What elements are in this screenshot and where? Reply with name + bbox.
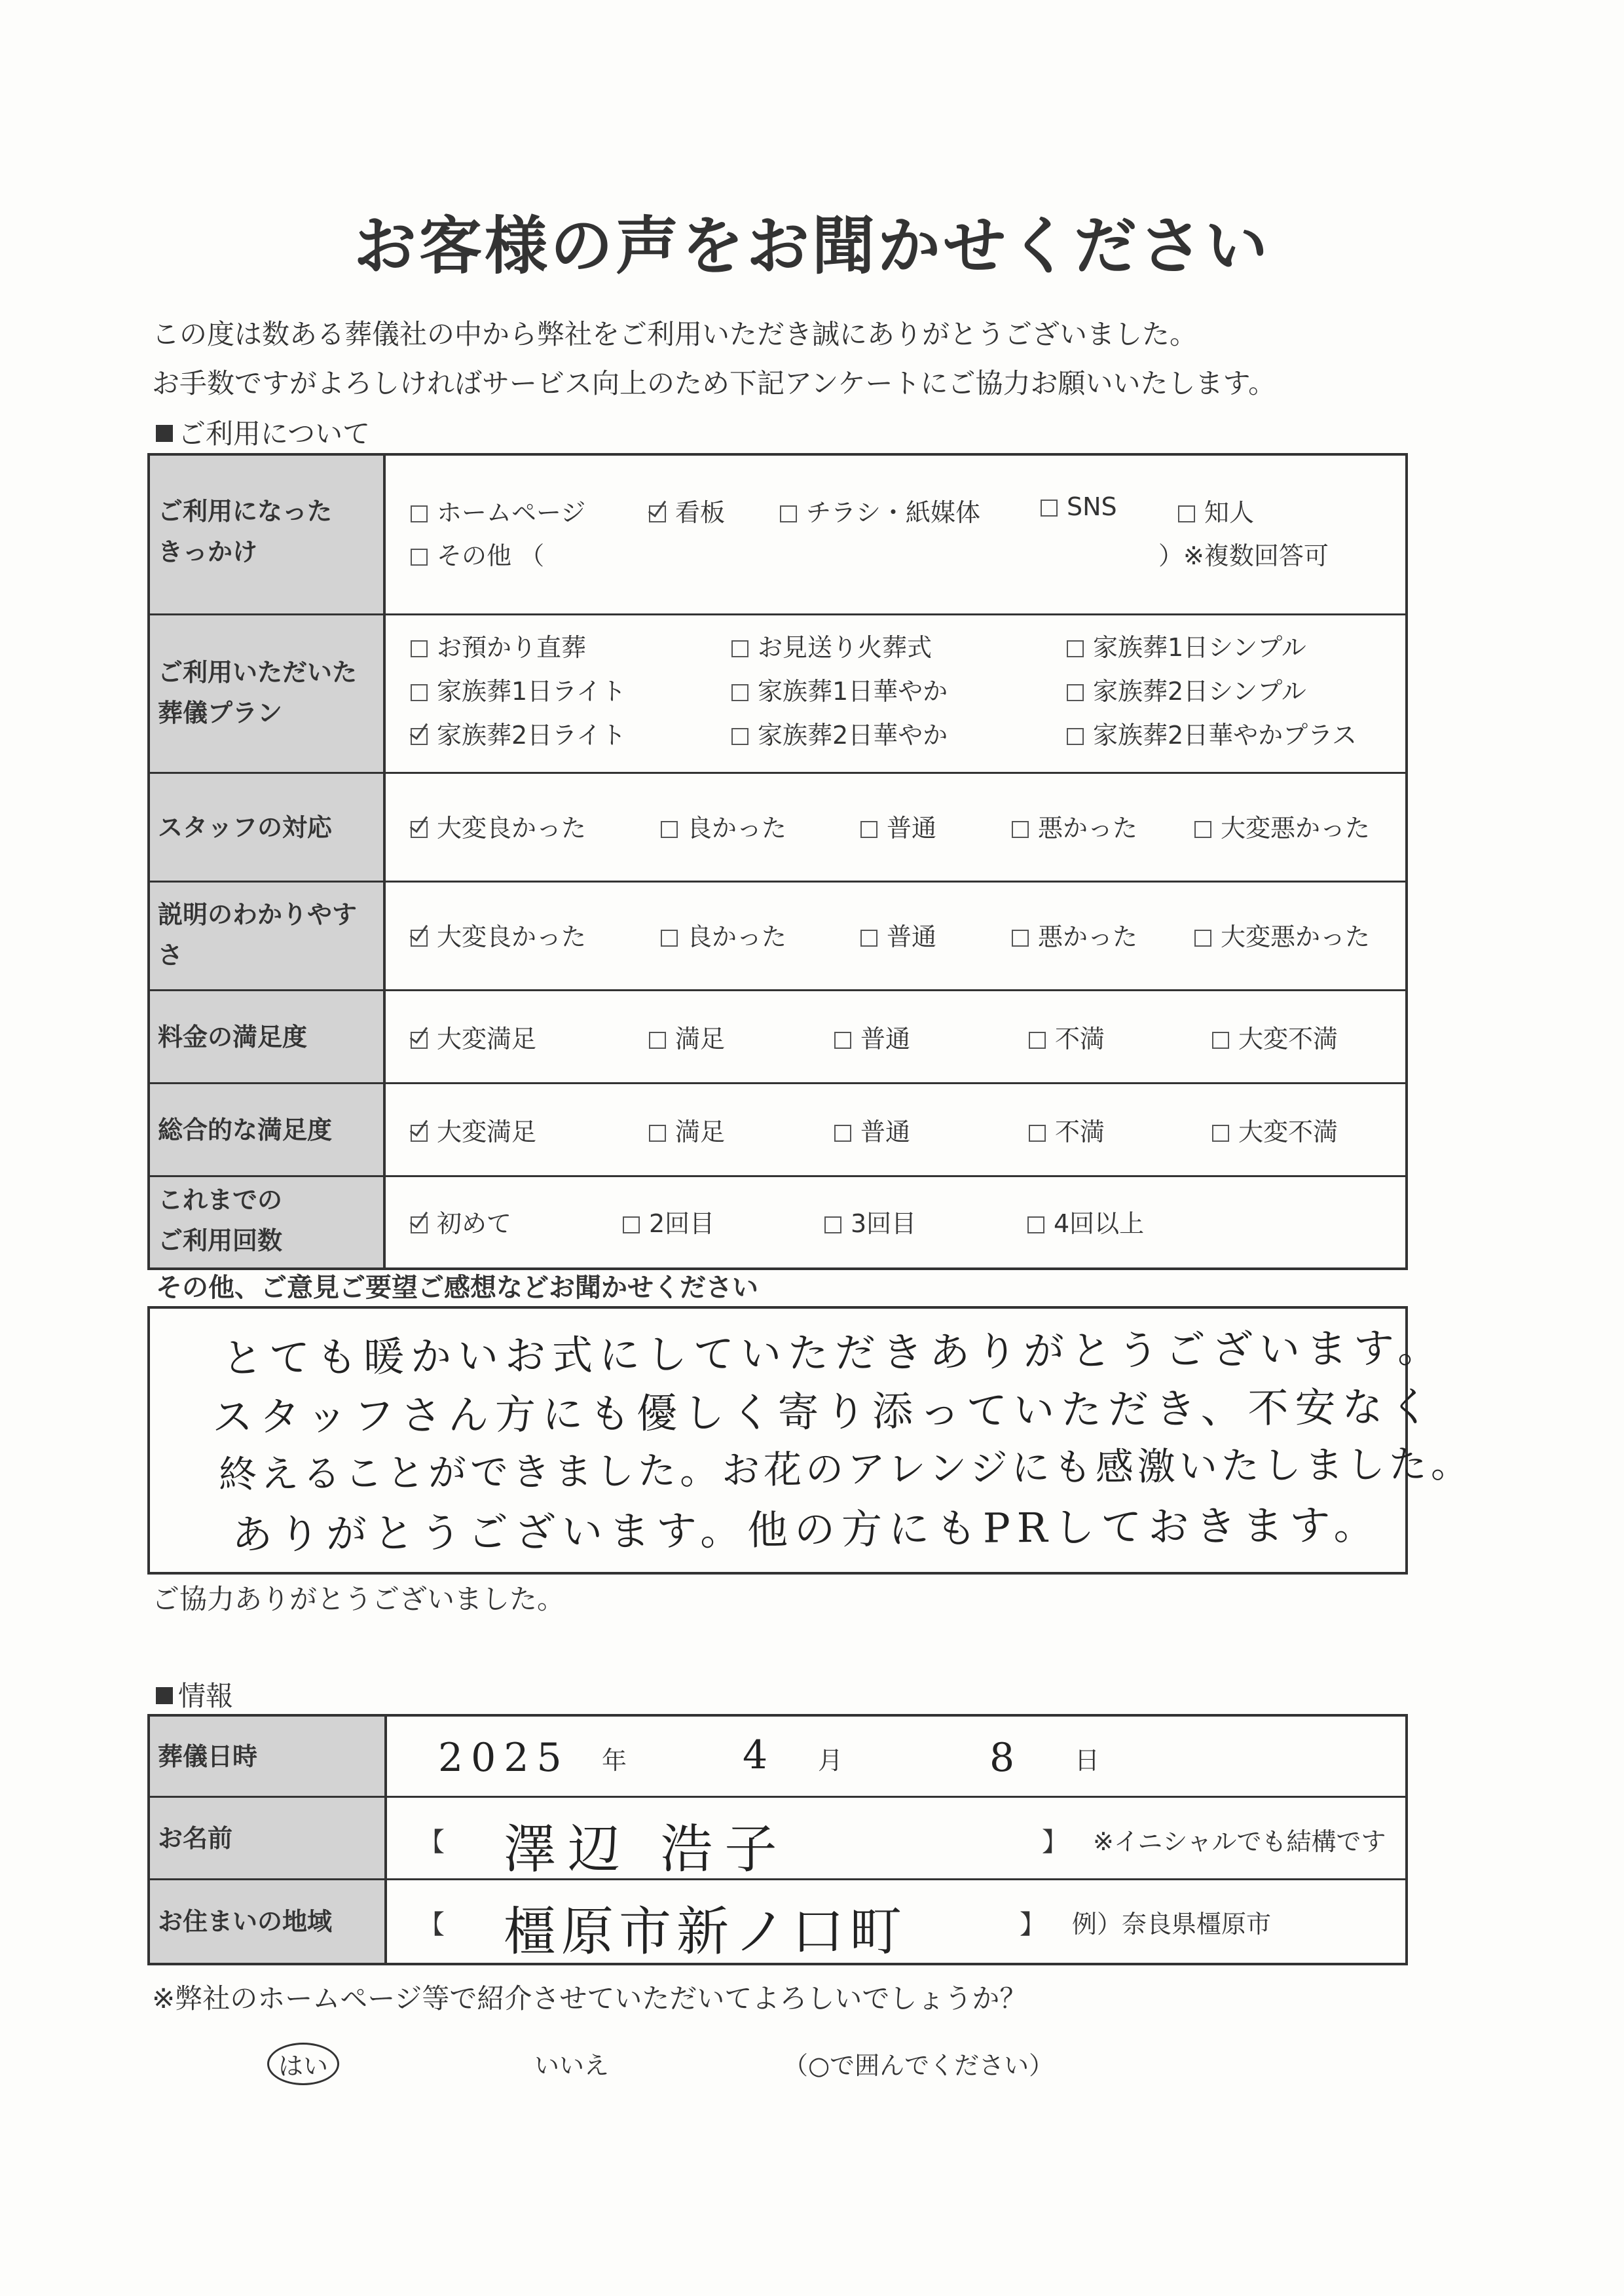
option-text: 良かった <box>687 922 787 951</box>
option-text: お預かり直葬 <box>437 633 587 662</box>
option-text: 大変良かった <box>437 814 587 843</box>
option-overall-3[interactable] <box>834 1112 910 1148</box>
option-text: 不満 <box>1055 1025 1105 1053</box>
option-price-2[interactable] <box>649 1019 725 1055</box>
option-explain-3[interactable] <box>860 917 936 953</box>
checkbox[interactable] <box>1194 821 1211 838</box>
row-overall <box>150 1084 1405 1177</box>
option-price-3[interactable] <box>834 1019 910 1055</box>
comment-line-1: とても暖かいお式にしていただきありがとうございます。 <box>221 1323 1445 1383</box>
option-text: お見送り火葬式 <box>758 633 932 662</box>
option-count-1[interactable] <box>411 1203 511 1239</box>
checkbox-checked[interactable] <box>411 1032 428 1049</box>
month-unit: 月 <box>818 1746 843 1775</box>
option-overall-2[interactable] <box>649 1112 725 1148</box>
option-text: SNS <box>1067 492 1117 521</box>
option-text: 家族葬2日華やかプラス <box>1093 721 1357 750</box>
comments-label: その他、ご意見ご要望ご感想などお聞かせください <box>156 1273 758 1303</box>
year-unit: 年 <box>602 1746 627 1775</box>
option-acquaintance[interactable] <box>1178 492 1254 528</box>
checkbox[interactable] <box>1029 1125 1046 1142</box>
consent-yes-circled: はい <box>267 2043 339 2085</box>
checkbox[interactable] <box>731 684 748 701</box>
checkbox[interactable] <box>731 728 748 745</box>
option-text: 大変満足 <box>437 1025 537 1053</box>
label-plan <box>150 615 386 772</box>
address-value[interactable]: 橿原市新ノ口町 <box>504 1901 907 1962</box>
option-text: 満足 <box>675 1118 726 1146</box>
checkbox[interactable] <box>411 549 428 566</box>
label-explain <box>150 883 386 989</box>
option-overall-1[interactable] <box>411 1112 536 1148</box>
checkbox[interactable] <box>834 1125 851 1142</box>
option-text: 看板 <box>675 498 726 527</box>
row-price <box>150 991 1405 1084</box>
label-count-line-2: ご利用回数 <box>158 1226 283 1255</box>
option-text: 満足 <box>675 1025 726 1053</box>
checkbox[interactable] <box>834 1032 851 1049</box>
option-text: 不満 <box>1055 1118 1105 1146</box>
option-sns[interactable] <box>1041 492 1117 521</box>
section-usage-label: ご利用について <box>178 418 371 450</box>
option-text: 家族葬1日シンプル <box>1093 633 1306 662</box>
option-text: 初めて <box>437 1209 512 1238</box>
option-text: その他 （ <box>437 541 545 570</box>
option-staff-3[interactable] <box>860 808 936 844</box>
label-name: お名前 <box>150 1798 387 1878</box>
label-plan-line-1: ご利用いただいた <box>158 658 358 687</box>
option-text: 家族葬2日華やか <box>758 721 948 750</box>
label-overall: 総合的な満足度 <box>150 1084 386 1175</box>
option-signboard[interactable] <box>649 492 725 528</box>
checkbox[interactable] <box>1194 930 1211 947</box>
label-trigger <box>150 456 386 613</box>
checkbox[interactable] <box>649 1032 666 1049</box>
option-text: 4回以上 <box>1054 1209 1145 1238</box>
checkbox[interactable] <box>780 505 797 522</box>
checkbox[interactable] <box>1067 640 1084 657</box>
option-other[interactable] <box>411 536 544 572</box>
survey-table <box>147 453 1408 1270</box>
consent-yes[interactable] <box>267 2043 339 2085</box>
checkbox-checked[interactable] <box>649 505 666 522</box>
consent-question: ※弊社のホームページ等で紹介させていただいてよろしいでしょうか？ <box>152 1982 1027 2014</box>
option-explain-4[interactable] <box>1012 917 1137 953</box>
option-text: 普通 <box>887 814 937 843</box>
option-explain-1[interactable] <box>411 917 586 953</box>
option-explain-5[interactable] <box>1194 917 1370 953</box>
option-text: 家族葬1日ライト <box>437 677 627 706</box>
checkbox[interactable] <box>411 684 428 701</box>
option-price-1[interactable] <box>411 1019 536 1055</box>
option-overall-4[interactable] <box>1029 1112 1105 1148</box>
bracket-open: 【 <box>418 1910 445 1940</box>
bracket-open: 【 <box>418 1827 445 1857</box>
row-name <box>150 1798 1405 1880</box>
option-text: 2回目 <box>649 1209 715 1238</box>
option-plan-9[interactable] <box>1067 715 1357 751</box>
row-date <box>150 1717 1405 1798</box>
label-explain-line-1: 説明のわかりやす <box>158 900 358 929</box>
address-note: 例）奈良県橿原市 <box>1072 1910 1272 1939</box>
consent-no[interactable]: いいえ <box>534 2051 610 2080</box>
option-plan-7[interactable] <box>411 715 626 751</box>
row-count <box>150 1177 1405 1267</box>
checkbox-checked[interactable] <box>411 821 428 838</box>
page-title: お客様の声をお聞かせください <box>354 210 1270 283</box>
option-plan-8[interactable] <box>731 715 948 751</box>
option-count-4[interactable] <box>1027 1203 1144 1239</box>
name-note: ※イニシャルでも結構です <box>1093 1827 1386 1856</box>
option-price-5[interactable] <box>1212 1019 1338 1055</box>
option-count-2[interactable] <box>623 1203 714 1239</box>
option-text: 良かった <box>687 814 787 843</box>
label-staff: スタッフの対応 <box>150 774 386 881</box>
checkbox[interactable] <box>649 1125 666 1142</box>
bracket-close: 】 <box>1042 1827 1068 1857</box>
option-text: 大変悪かった <box>1221 814 1371 843</box>
checkbox[interactable] <box>1012 821 1029 838</box>
checkbox[interactable] <box>623 1216 640 1233</box>
option-text: 知人 <box>1204 498 1255 527</box>
name-value[interactable]: 澤辺 浩子 <box>504 1819 789 1880</box>
label-address: お住まいの地域 <box>150 1880 387 1963</box>
option-text: 悪かった <box>1038 922 1138 951</box>
option-plan-3[interactable] <box>1067 627 1306 663</box>
checkbox[interactable] <box>1041 500 1058 517</box>
option-text: 大変不満 <box>1238 1025 1338 1053</box>
option-text: 3回目 <box>851 1209 917 1238</box>
row-explain <box>150 883 1405 991</box>
label-explain-line-2: さ <box>158 941 183 970</box>
option-overall-5[interactable] <box>1212 1112 1338 1148</box>
row-staff <box>150 774 1405 883</box>
square-bullet-icon <box>156 1687 173 1704</box>
other-close-note: ）※複数回答可 <box>1158 541 1329 570</box>
checkbox[interactable] <box>661 930 678 947</box>
checkbox[interactable] <box>1067 684 1084 701</box>
option-text: 家族葬1日華やか <box>758 677 948 706</box>
comment-line-4: ありがとうございます。他の方にもPRしておきます。 <box>231 1501 1381 1559</box>
option-text: 家族葬2日ライト <box>437 721 627 750</box>
checkbox[interactable] <box>824 1216 841 1233</box>
option-text: 大変満足 <box>437 1118 537 1146</box>
option-text: 家族葬2日シンプル <box>1093 677 1306 706</box>
option-price-4[interactable] <box>1029 1019 1105 1055</box>
label-trigger-line-2: きっかけ <box>158 538 258 566</box>
thanks-text: ご協力ありがとうございました。 <box>152 1583 565 1615</box>
comments-box[interactable] <box>147 1306 1473 1575</box>
label-date: 葬儀日時 <box>150 1717 387 1796</box>
option-text: 普通 <box>860 1025 911 1053</box>
option-count-3[interactable] <box>824 1203 916 1239</box>
section-info-heading <box>156 1675 233 1714</box>
label-plan-line-2: 葬儀プラン <box>158 699 283 727</box>
row-address <box>150 1880 1405 1963</box>
option-text: 普通 <box>860 1118 911 1146</box>
option-homepage[interactable] <box>411 492 585 528</box>
option-text: ホームページ <box>437 498 586 527</box>
option-text: チラシ・紙媒体 <box>806 498 981 527</box>
comment-line-3: 終えることができました。お花のアレンジにも感激いたしました。 <box>218 1441 1473 1497</box>
option-plan-2[interactable] <box>731 627 932 663</box>
checkbox[interactable] <box>731 640 748 657</box>
option-staff-5[interactable] <box>1194 808 1370 844</box>
label-count-line-1: これまでの <box>158 1186 283 1214</box>
option-plan-5[interactable] <box>731 671 948 707</box>
checkbox[interactable] <box>860 930 877 947</box>
section-usage-heading <box>156 412 370 452</box>
checkbox-checked[interactable] <box>411 728 428 745</box>
option-plan-4[interactable] <box>411 671 626 707</box>
checkbox[interactable] <box>411 505 428 522</box>
consent-note: （○で囲んでください） <box>783 2051 1054 2080</box>
checkbox[interactable] <box>1012 930 1029 947</box>
section-info-label: 情報 <box>178 1680 234 1712</box>
date-month[interactable]: 4 <box>743 1732 775 1778</box>
option-staff-1[interactable] <box>411 808 586 844</box>
day-unit: 日 <box>1075 1746 1100 1775</box>
checkbox[interactable] <box>1212 1125 1229 1142</box>
checkbox-checked[interactable] <box>411 930 428 947</box>
checkbox[interactable] <box>1027 1216 1044 1233</box>
checkbox[interactable] <box>1178 505 1195 522</box>
checkbox-checked[interactable] <box>411 1216 428 1233</box>
row-trigger <box>150 456 1405 615</box>
row-plan <box>150 615 1405 774</box>
square-bullet-icon <box>156 425 173 442</box>
option-flyer[interactable] <box>780 492 980 528</box>
checkbox-checked[interactable] <box>411 1125 428 1142</box>
intro-line-1: この度は数ある葬儀社の中から弊社をご利用いただき誠にありがとうございました。 <box>152 318 1198 350</box>
intro-line-2: お手数ですがよろしければサービス向上のため下記アンケートにご協力お願いいたします。 <box>152 367 1276 399</box>
checkbox[interactable] <box>661 821 678 838</box>
checkbox[interactable] <box>411 640 428 657</box>
option-plan-6[interactable] <box>1067 671 1306 707</box>
bracket-close: 】 <box>1020 1910 1046 1940</box>
comment-line-2: スタッフさん方にも優しく寄り添っていただき、不安なく <box>212 1382 1437 1442</box>
label-count <box>150 1177 386 1267</box>
info-table <box>147 1714 1408 1965</box>
option-text: 大変不満 <box>1238 1118 1338 1146</box>
option-text: 悪かった <box>1038 814 1138 843</box>
option-staff-2[interactable] <box>661 808 786 844</box>
checkbox[interactable] <box>860 821 877 838</box>
checkbox[interactable] <box>1212 1032 1229 1049</box>
date-day[interactable]: 8 <box>989 1735 1022 1781</box>
checkbox[interactable] <box>1067 728 1084 745</box>
label-trigger-line-1: ご利用になった <box>158 497 333 526</box>
label-price: 料金の満足度 <box>150 991 386 1082</box>
option-explain-2[interactable] <box>661 917 786 953</box>
option-text: 大変悪かった <box>1221 922 1371 951</box>
option-text: 普通 <box>887 922 937 951</box>
option-plan-1[interactable] <box>411 627 586 663</box>
date-year[interactable]: 2025 <box>438 1735 570 1781</box>
option-text: 大変良かった <box>437 922 587 951</box>
option-staff-4[interactable] <box>1012 808 1137 844</box>
checkbox[interactable] <box>1029 1032 1046 1049</box>
